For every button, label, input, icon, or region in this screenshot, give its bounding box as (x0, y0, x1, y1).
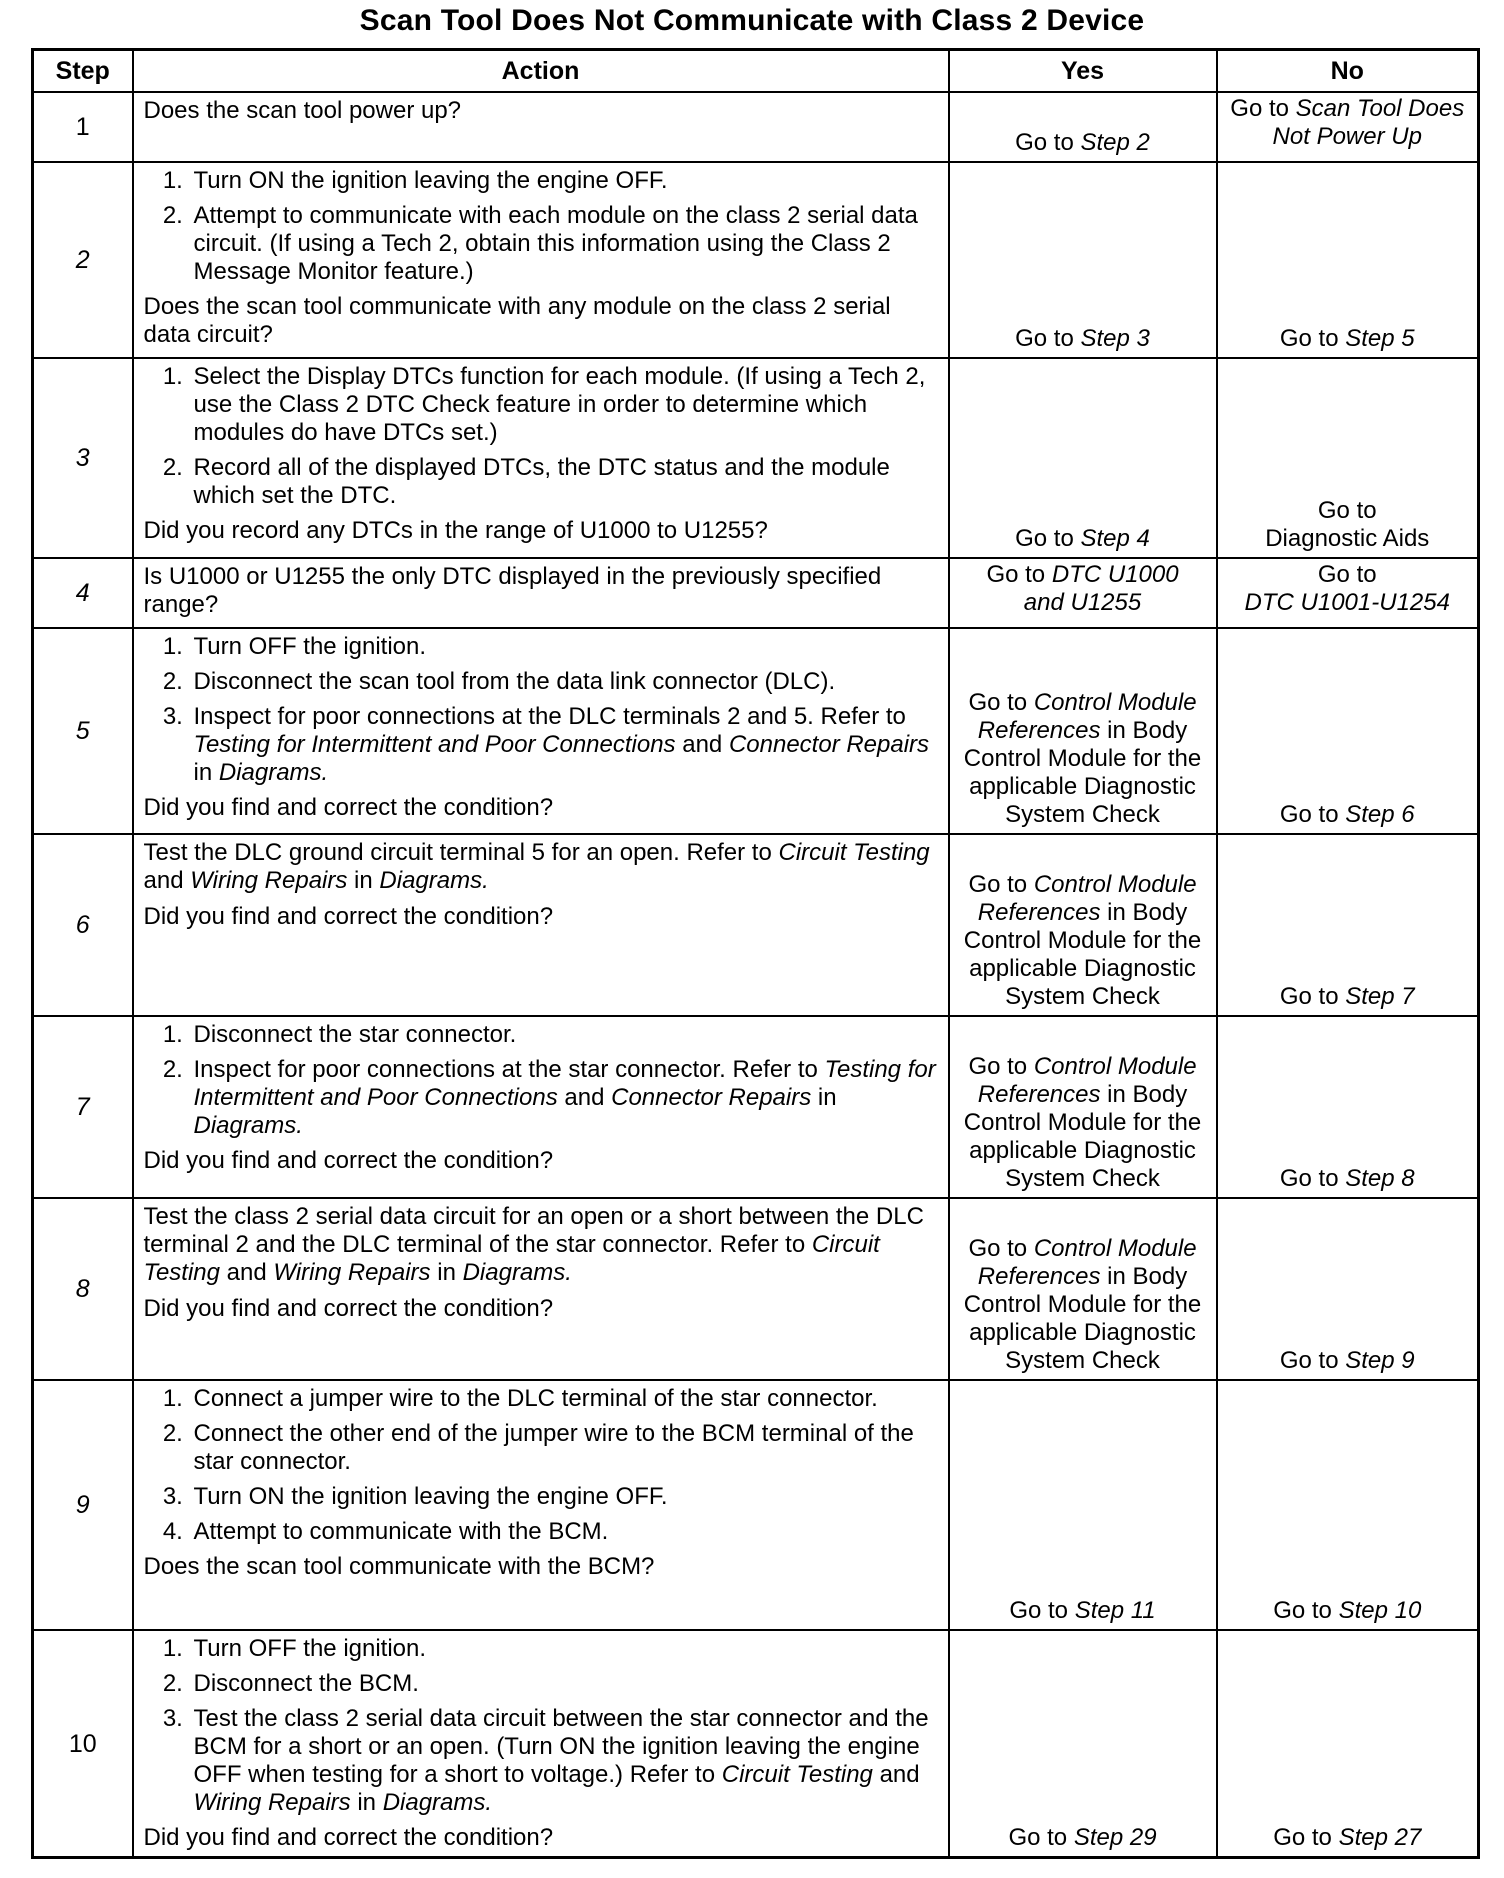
action-cell (133, 628, 949, 834)
action-text: Test the class 2 serial data circuit for an open or a short between the DLC terminal 2 and the DLC terminal of the star connector. Refer to Circuit Testing and Wiring Repairs in Diagrams. (143, 1203, 924, 1286)
table-row (33, 628, 1479, 834)
action-cell (133, 558, 949, 628)
no-cell[interactable]: Go to Step 9 (1217, 1198, 1479, 1380)
step-number: 1 (33, 92, 133, 162)
action-cell (133, 358, 949, 558)
step-question: Does the scan tool communicate with any module on the class 2 serial data circuit? (143, 293, 891, 348)
table-row (33, 834, 1479, 1016)
yes-link[interactable]: Control Module References (977, 1235, 1197, 1290)
yes-cell[interactable]: Go to Control Module References in Body Control Module for the applicable Diagnostic System Check (949, 1198, 1217, 1380)
list-item: 3. Turn ON the ignition leaving the engine OFF. (190, 1483, 942, 1511)
yes-link[interactable]: Step 11 (1074, 1597, 1156, 1624)
no-link[interactable]: Step 10 (1338, 1597, 1422, 1624)
action-list (144, 633, 942, 787)
no-cell[interactable]: Go to Diagnostic Aids (1217, 358, 1479, 558)
table-row (33, 358, 1479, 558)
yes-cell[interactable]: Go to Step 2 (949, 92, 1217, 162)
list-item: 1. Disconnect the star connector. (190, 1021, 942, 1049)
no-link[interactable]: DTC U1001-U1254 (1244, 589, 1450, 616)
list-item: 1. Connect a jumper wire to the DLC terminal of the star connector. (190, 1385, 942, 1413)
table-header-row (33, 50, 1479, 93)
yes-link[interactable]: Step 4 (1080, 525, 1150, 552)
yes-link[interactable]: Control Module References (977, 1053, 1197, 1108)
no-link[interactable]: Diagnostic Aids (1265, 525, 1430, 552)
table-row (33, 92, 1479, 162)
page-title: Scan Tool Does Not Communicate with Class 2 Device (359, 4, 1145, 37)
yes-cell[interactable]: Go to Control Module References in Body Control Module for the applicable Diagnostic System Check (949, 834, 1217, 1016)
action-cell (133, 834, 949, 1016)
step-number: 8 (33, 1198, 133, 1380)
list-item: 1. Turn ON the ignition leaving the engine OFF. (190, 167, 942, 195)
header-step: Step (33, 50, 133, 93)
table-row (33, 1380, 1479, 1630)
no-link[interactable]: Step 6 (1345, 801, 1415, 828)
step-question: Does the scan tool power up? (143, 97, 462, 124)
yes-link[interactable]: Step 29 (1073, 1824, 1157, 1851)
action-cell (133, 1380, 949, 1630)
step-number: 6 (33, 834, 133, 1016)
no-cell[interactable]: Go to Step 10 (1217, 1380, 1479, 1630)
step-number: 7 (33, 1016, 133, 1198)
step-question: Did you find and correct the condition? (143, 794, 554, 821)
list-item: 2. Record all of the displayed DTCs, the DTC status and the module which set the DTC. (190, 454, 942, 510)
no-cell[interactable]: Go to DTC U1001-U1254 (1217, 558, 1479, 628)
table-row (33, 1630, 1479, 1858)
list-item: 3. Inspect for poor connections at the DLC terminals 2 and 5. Refer to Testing for Intermittent and Poor Connections and Connector Repairs in Diagrams. (190, 703, 942, 787)
yes-cell[interactable]: Go to Step 3 (949, 162, 1217, 358)
list-item: 2. Connect the other end of the jumper wire to the BCM terminal of the star connector. (190, 1420, 942, 1476)
yes-link[interactable]: Step 3 (1080, 325, 1150, 352)
step-question: Is U1000 or U1255 the only DTC displayed in the previously specified range? (143, 563, 882, 618)
header-action: Action (133, 50, 949, 93)
no-cell[interactable]: Go to Step 8 (1217, 1016, 1479, 1198)
list-item: 1. Turn OFF the ignition. (190, 633, 942, 661)
list-item: 4. Attempt to communicate with the BCM. (190, 1518, 942, 1546)
yes-cell[interactable]: Go to Step 4 (949, 358, 1217, 558)
step-number: 5 (33, 628, 133, 834)
action-list (144, 1021, 942, 1140)
no-link[interactable]: Step 8 (1345, 1165, 1415, 1192)
yes-cell[interactable]: Go to Step 29 (949, 1630, 1217, 1858)
list-item: 3. Test the class 2 serial data circuit between the star connector and the BCM for a short or an open. (Turn ON the ignition leaving the engine OFF when testing for a short to voltage.) Refer to Circuit Testing and Wiring Repairs in Diagrams. (190, 1705, 942, 1817)
action-cell (133, 1016, 949, 1198)
action-cell (133, 162, 949, 358)
table-row (33, 1198, 1479, 1380)
table-row (33, 162, 1479, 358)
no-link[interactable]: Step 9 (1345, 1347, 1415, 1374)
action-text: Test the DLC ground circuit terminal 5 for an open. Refer to Circuit Testing and Wiring Repairs in Diagrams. (143, 839, 930, 894)
step-question: Did you find and correct the condition? (143, 1147, 554, 1174)
yes-link[interactable]: Control Module References (977, 871, 1197, 926)
step-question: Did you record any DTCs in the range of U1000 to U1255? (143, 517, 768, 544)
step-number: 4 (33, 558, 133, 628)
no-cell[interactable]: Go to Step 27 (1217, 1630, 1479, 1858)
no-cell[interactable]: Go to Scan Tool Does Not Power Up (1217, 92, 1479, 162)
action-list (144, 1635, 942, 1817)
yes-cell[interactable]: Go to Step 11 (949, 1380, 1217, 1630)
step-number: 9 (33, 1380, 133, 1630)
list-item: 1. Select the Display DTCs function for each module. (If using a Tech 2, use the Class 2 DTC Check feature in order to determine which modules do have DTCs set.) (190, 363, 942, 447)
action-list (144, 1385, 942, 1546)
no-cell[interactable]: Go to Step 7 (1217, 834, 1479, 1016)
no-link[interactable]: Scan Tool Does Not Power Up (1272, 95, 1465, 150)
step-question: Did you find and correct the condition? (143, 1295, 554, 1322)
action-list (144, 363, 942, 510)
list-item: 1. Turn OFF the ignition. (190, 1635, 942, 1663)
action-list (144, 167, 942, 286)
step-question: Did you find and correct the condition? (143, 903, 554, 930)
table-row (33, 1016, 1479, 1198)
no-cell[interactable]: Go to Step 6 (1217, 628, 1479, 834)
step-question: Does the scan tool communicate with the BCM? (143, 1553, 655, 1580)
no-link[interactable]: Step 7 (1345, 983, 1415, 1010)
list-item: 2. Disconnect the BCM. (190, 1670, 942, 1698)
table-row (33, 558, 1479, 628)
action-cell (133, 1198, 949, 1380)
step-number: 10 (33, 1630, 133, 1858)
action-cell (133, 92, 949, 162)
yes-cell[interactable]: Go to Control Module References in Body Control Module for the applicable Diagnostic System Check (949, 1016, 1217, 1198)
header-no: No (1217, 50, 1479, 93)
yes-link[interactable]: Control Module References (977, 689, 1197, 744)
step-number: 2 (33, 162, 133, 358)
diagnostic-table (31, 48, 1480, 1859)
yes-link[interactable]: DTC U1000 and U1255 (1023, 561, 1179, 616)
yes-cell[interactable]: Go to DTC U1000 and U1255 (949, 558, 1217, 628)
list-item: 2. Attempt to communicate with each module on the class 2 serial data circuit. (If using a Tech 2, obtain this information using the Class 2 Message Monitor feature.) (190, 202, 942, 286)
step-number: 3 (33, 358, 133, 558)
list-item: 2. Disconnect the scan tool from the data link connector (DLC). (190, 668, 942, 696)
action-cell (133, 1630, 949, 1858)
no-link[interactable]: Step 27 (1338, 1824, 1422, 1851)
yes-link[interactable]: Step 2 (1080, 129, 1150, 156)
no-link[interactable]: Step 5 (1345, 325, 1415, 352)
step-question: Did you find and correct the condition? (143, 1824, 554, 1851)
header-yes: Yes (949, 50, 1217, 93)
list-item: 2. Inspect for poor connections at the star connector. Refer to Testing for Intermittent and Poor Connections and Connector Repairs in Diagrams. (190, 1056, 942, 1140)
yes-cell[interactable]: Go to Control Module References in Body Control Module for the applicable Diagnostic System Check (949, 628, 1217, 834)
no-cell[interactable]: Go to Step 5 (1217, 162, 1479, 358)
